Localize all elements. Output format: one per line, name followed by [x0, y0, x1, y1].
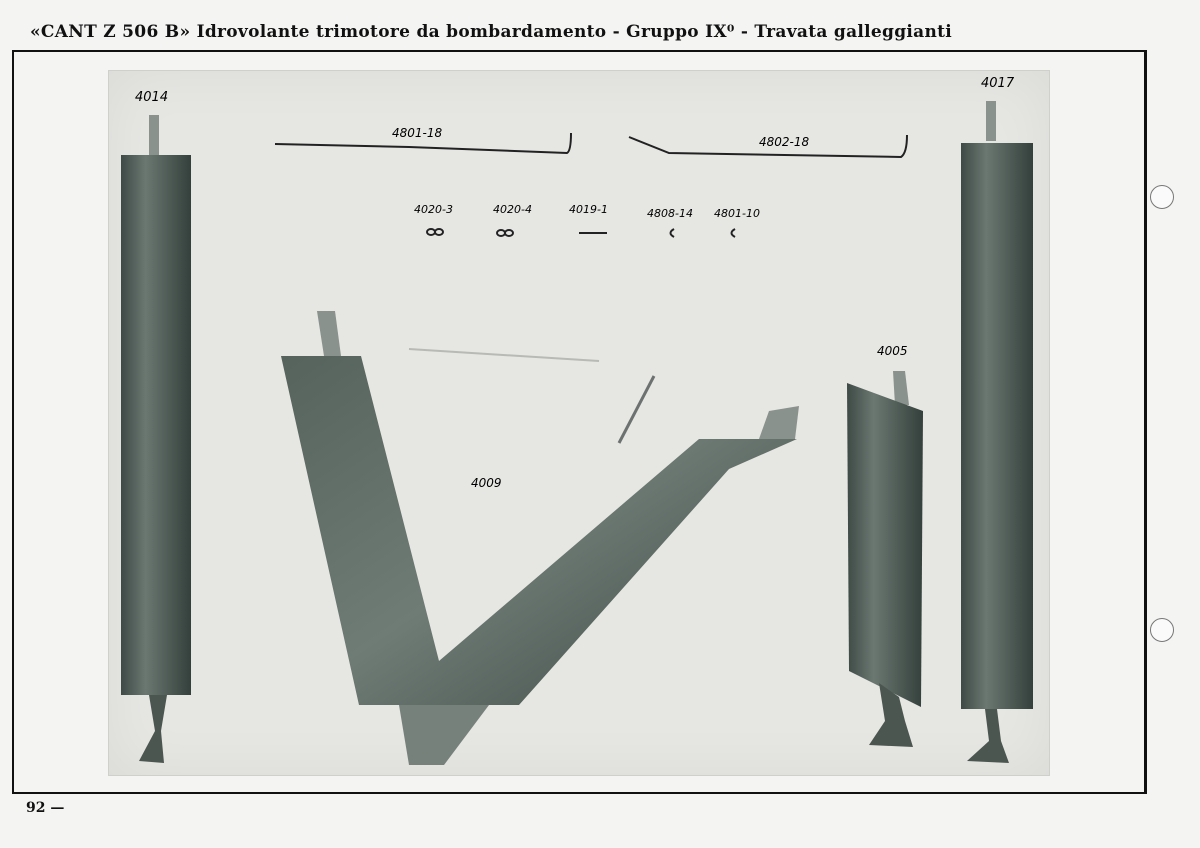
page-title: «CANT Z 506 B» Idrovolante trimotore da bombardamento - Gruppo IX⁰ - Travata galleggianti: [30, 22, 953, 42]
label-4801-10: 4801-10: [714, 207, 760, 220]
label-4014: 4014: [135, 90, 169, 105]
strut-right: [961, 101, 1033, 763]
page-number: 92 —: [26, 800, 65, 816]
fairing: [847, 371, 923, 747]
binder-hole-bottom: [1150, 618, 1174, 642]
strut-left: [121, 115, 191, 763]
pencil-mark: [619, 376, 654, 443]
label-4009: 4009: [471, 476, 502, 490]
label-4020-3: 4020-3: [414, 203, 453, 216]
pencil-mark: [409, 349, 599, 361]
label-4801-18: 4801-18: [392, 126, 443, 140]
v-strut: [281, 311, 799, 765]
parts-photograph: [108, 70, 1050, 776]
label-4017: 4017: [981, 76, 1015, 91]
parts-illustration: [109, 71, 1049, 775]
label-4808-14: 4808-14: [647, 207, 693, 220]
binder-hole-top: [1150, 185, 1174, 209]
label-4019-1: 4019-1: [569, 203, 608, 216]
label-4020-4: 4020-4: [493, 203, 532, 216]
small-parts: [427, 229, 735, 237]
label-4802-18: 4802-18: [759, 135, 810, 149]
label-4005: 4005: [877, 344, 908, 358]
